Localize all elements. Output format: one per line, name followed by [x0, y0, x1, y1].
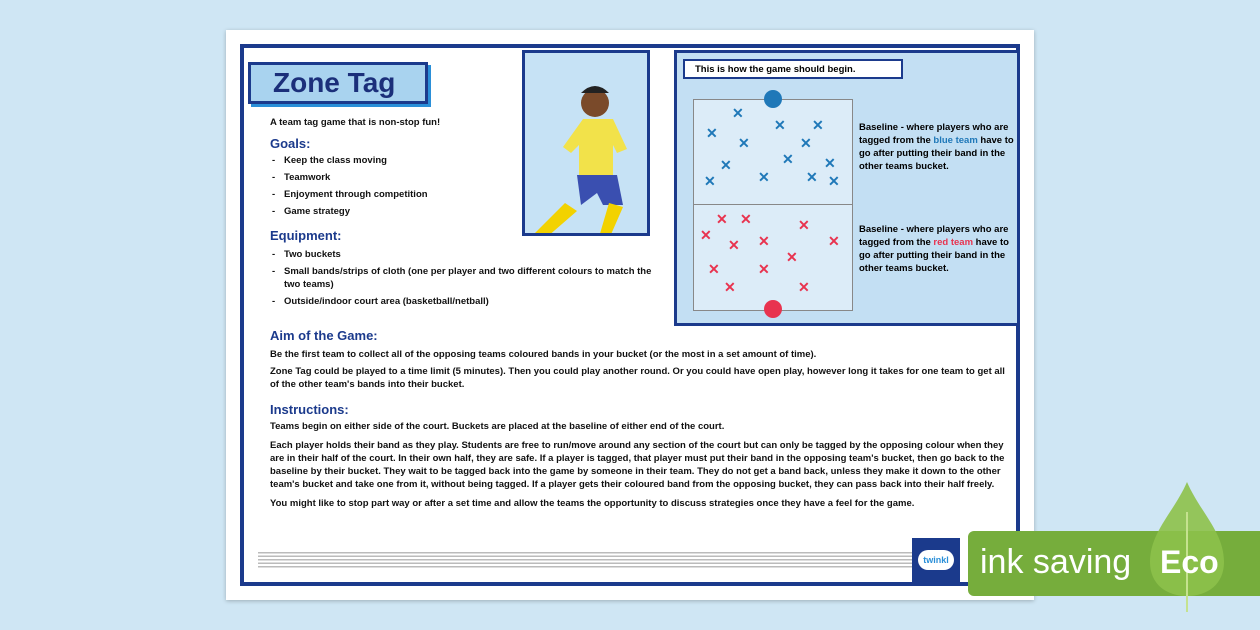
player-marker: ✕ — [720, 157, 732, 173]
list-item: - Outside/indoor court area (basketball/netball) — [270, 295, 660, 308]
player-marker: ✕ — [828, 173, 840, 189]
player-marker: ✕ — [774, 117, 786, 133]
court-diagram — [693, 99, 853, 311]
player-marker: ✕ — [708, 261, 720, 277]
ink-saving-label: ink saving — [980, 543, 1132, 581]
diagram-caption: This is how the game should begin. — [683, 59, 903, 79]
instructions-text — [270, 420, 1016, 510]
paragraph: Zone Tag could be played to a time limit (5 minutes). Then you could play another round. Or you could have open play, however long it takes for one team to get all of the other team's bands into their bucket. — [270, 366, 1005, 390]
eco-label: Eco — [1160, 544, 1219, 580]
player-marker: ✕ — [806, 169, 818, 185]
list-item: - Teamwork — [270, 171, 510, 184]
paragraph: You might like to stop part way or after a set time and allow the teams the opportunity to discuss strategies once they have a feel for the game. — [270, 498, 915, 509]
player-marker: ✕ — [704, 173, 716, 189]
player-marker: ✕ — [728, 237, 740, 253]
player-marker: ✕ — [782, 151, 794, 167]
note-text: have to go after putting their band in the other teams bucket. — [859, 135, 1014, 172]
player-marker: ✕ — [758, 233, 770, 249]
paragraph: Be the first team to collect all of the opposing teams coloured bands in your bucket (or the most in a set amount of time). — [270, 349, 817, 360]
bucket-marker — [764, 90, 782, 108]
halfway-line — [694, 204, 852, 205]
goals-list — [270, 154, 510, 222]
note-text: Baseline - where players who are tagged from the — [859, 224, 1009, 248]
red-team-label: red team — [933, 237, 974, 248]
list-item: - Two buckets — [270, 248, 660, 261]
document-sheet — [226, 30, 1034, 600]
logo-text: twinkl — [918, 550, 954, 570]
player-marker: ✕ — [786, 249, 798, 265]
player-marker: ✕ — [724, 279, 736, 295]
aim-heading: Aim of the Game: — [270, 328, 378, 343]
note-text: have to go after putting their band in the other teams bucket. — [859, 237, 1009, 274]
blue-team-label: blue team — [933, 135, 978, 146]
list-item: - Keep the class moving — [270, 154, 510, 167]
goals-heading: Goals: — [270, 136, 311, 151]
red-baseline-note — [859, 223, 1019, 275]
player-marker: ✕ — [700, 227, 712, 243]
list-item: - Enjoyment through competition — [270, 188, 510, 201]
copyright-fine-print — [258, 550, 918, 568]
player-marker: ✕ — [798, 279, 810, 295]
paragraph: Each player holds their band as they play. Students are free to run/move around any section of the court but can only be tagged by the opposing colour when they are in their half of the court. In their own half, they are safe. If a player is tagged, that player must put their band in the opposing team's bucket, then go back to the baseline by their bucket. They wait to be tagged back into the game by someone in their team. They do not get a band back, unless they make it down to the other team's bucket and take one from it, without being tagged. If a player gets their coloured band from the opposing bucket, they can pass back into their half freely. — [270, 440, 1005, 490]
equipment-list — [270, 248, 660, 312]
blue-baseline-note — [859, 121, 1019, 173]
player-marker: ✕ — [798, 217, 810, 233]
aim-text — [270, 348, 1016, 391]
player-marker: ✕ — [732, 105, 744, 121]
list-item: - Small bands/strips of cloth (one per player and two different colours to match the two teams) — [270, 265, 660, 291]
page-title: Zone Tag — [248, 62, 428, 104]
player-marker: ✕ — [758, 261, 770, 277]
player-marker: ✕ — [716, 211, 728, 227]
player-illustration — [522, 50, 650, 236]
player-marker: ✕ — [812, 117, 824, 133]
player-marker: ✕ — [824, 155, 836, 171]
player-marker: ✕ — [758, 169, 770, 185]
player-marker: ✕ — [800, 135, 812, 151]
diagram-panel — [674, 50, 1020, 326]
player-marker: ✕ — [706, 125, 718, 141]
note-text: Baseline - where players who are tagged from the — [859, 122, 1009, 146]
paragraph: Teams begin on either side of the court. Buckets are placed at the baseline of either end of the court. — [270, 421, 725, 432]
instructions-heading: Instructions: — [270, 402, 349, 417]
tagline: A team tag game that is non-stop fun! — [270, 117, 441, 128]
equipment-heading: Equipment: — [270, 228, 342, 243]
list-item: - Game strategy — [270, 205, 510, 218]
player-marker: ✕ — [740, 211, 752, 227]
player-marker: ✕ — [828, 233, 840, 249]
bucket-marker — [764, 300, 782, 318]
player-marker: ✕ — [738, 135, 750, 151]
twinkl-logo — [912, 538, 960, 582]
